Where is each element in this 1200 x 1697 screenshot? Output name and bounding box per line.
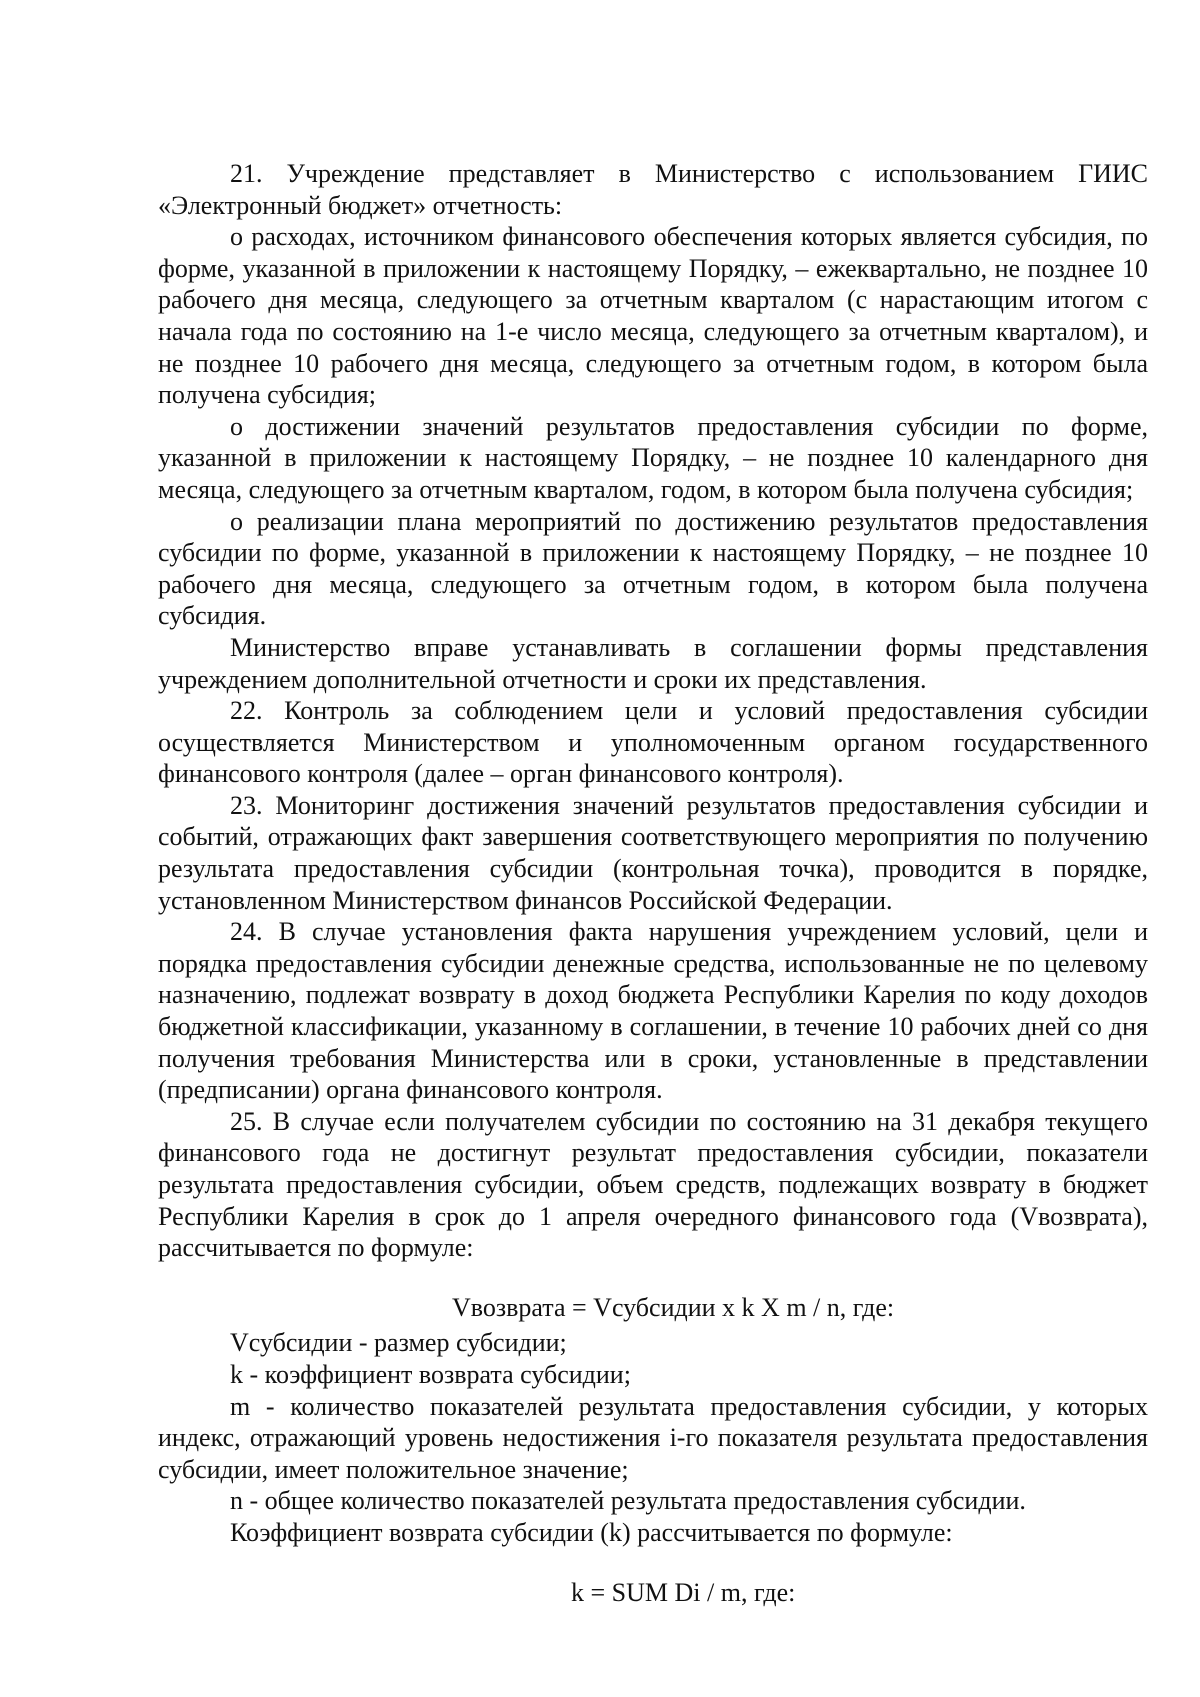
paragraph-21: 21. Учреждение представляет в Министерство с использованием ГИИС «Электронный бюджет» отчетность: [158,159,1148,220]
paragraph-22: 22. Контроль за соблюдением цели и условий предоставления субсидии осуществляется Министерством и уполномоченным органом государственного финансового контроля (далее – орган финансового контроля). [158,696,1148,789]
definition-k: k - коэффициент возврата субсидии; [230,1359,631,1389]
paragraph-additional-reporting: Министерство вправе устанавливать в соглашении формы представления учреждением дополнительной отчетности и сроки их представления. [158,632,1148,694]
paragraph-23: 23. Мониторинг достижения значений результатов предоставления субсидии и событий, отражающих факт завершения соответствующего мероприятия по получению результата предоставления субсидии (контрольная точка), проводится в порядке, установленном Министерством финансов Российской Федерации. [158,790,1148,915]
formula-return-volume: Vвозврата = Vсубсидии x k X m / n, где: [452,1292,895,1322]
paragraph-expenses-report: о расходах, источником финансового обеспечения которых является субсидия, по форме, указанной в приложении к настоящему Порядку, – ежеквартально, не позднее 10 рабочего дня месяца, следующего за отчетным кварталом (с нарастающим итогом с начала года по состоянию на 1-е число месяца, следующего за отчетным кварталом), и не позднее 10 рабочего дня месяца, следующего за отчетным годом, в котором была получена субсидия; [158,222,1148,410]
paragraph-results-report: о достижении значений результатов предоставления субсидии по форме, указанной в приложении к настоящему Порядку, – не позднее 10 календарного дня месяца, следующего за отчетным кварталом, годом, в котором была получена субсидия; [158,411,1148,504]
paragraph-24: 24. В случае установления факта нарушения учреждением условий, цели и порядка предоставления субсидии денежные средства, использованные не по целевому назначению, подлежат возврату в доход бюджета Республики Карелия по коду доходов бюджетной классификации, указанному в соглашении, в течение 10 рабочих дней со дня получения требования Министерства или в сроки, установленные в представлении (предписании) органа финансового контроля. [158,917,1148,1105]
paragraph-25: 25. В случае если получателем субсидии по состоянию на 31 декабря текущего финансового года не достигнут результат предоставления субсидии, показатели результата предоставления субсидии, объем средств, подлежащих возврату в бюджет Республики Карелия в срок до 1 апреля очередного финансового года (Vвозврата), рассчитывается по формуле: [158,1106,1148,1263]
paragraph-plan-report: о реализации плана мероприятий по достижению результатов предоставления субсидии по форме, указанной в приложении к настоящему Порядку, – не позднее 10 рабочего дня месяца, следующего за отчетным годом, в котором была получена субсидия. [158,506,1148,631]
definition-n: n - общее количество показателей результата предоставления субсидии. [230,1486,1026,1516]
definition-m: m - количество показателей результата предоставления субсидии, у которых индекс, отражающий уровень недостижения i-го показателя результата предоставления субсидии, имеет положительное значение; [158,1391,1148,1484]
definition-v-subsidy: Vсубсидии - размер субсидии; [230,1328,567,1358]
formula-coefficient: k = SUM Di / m, где: [571,1577,796,1607]
coefficient-intro: Коэффициент возврата субсидии (k) рассчитывается по формуле: [230,1517,953,1547]
document-body [158,158,1148,1608]
